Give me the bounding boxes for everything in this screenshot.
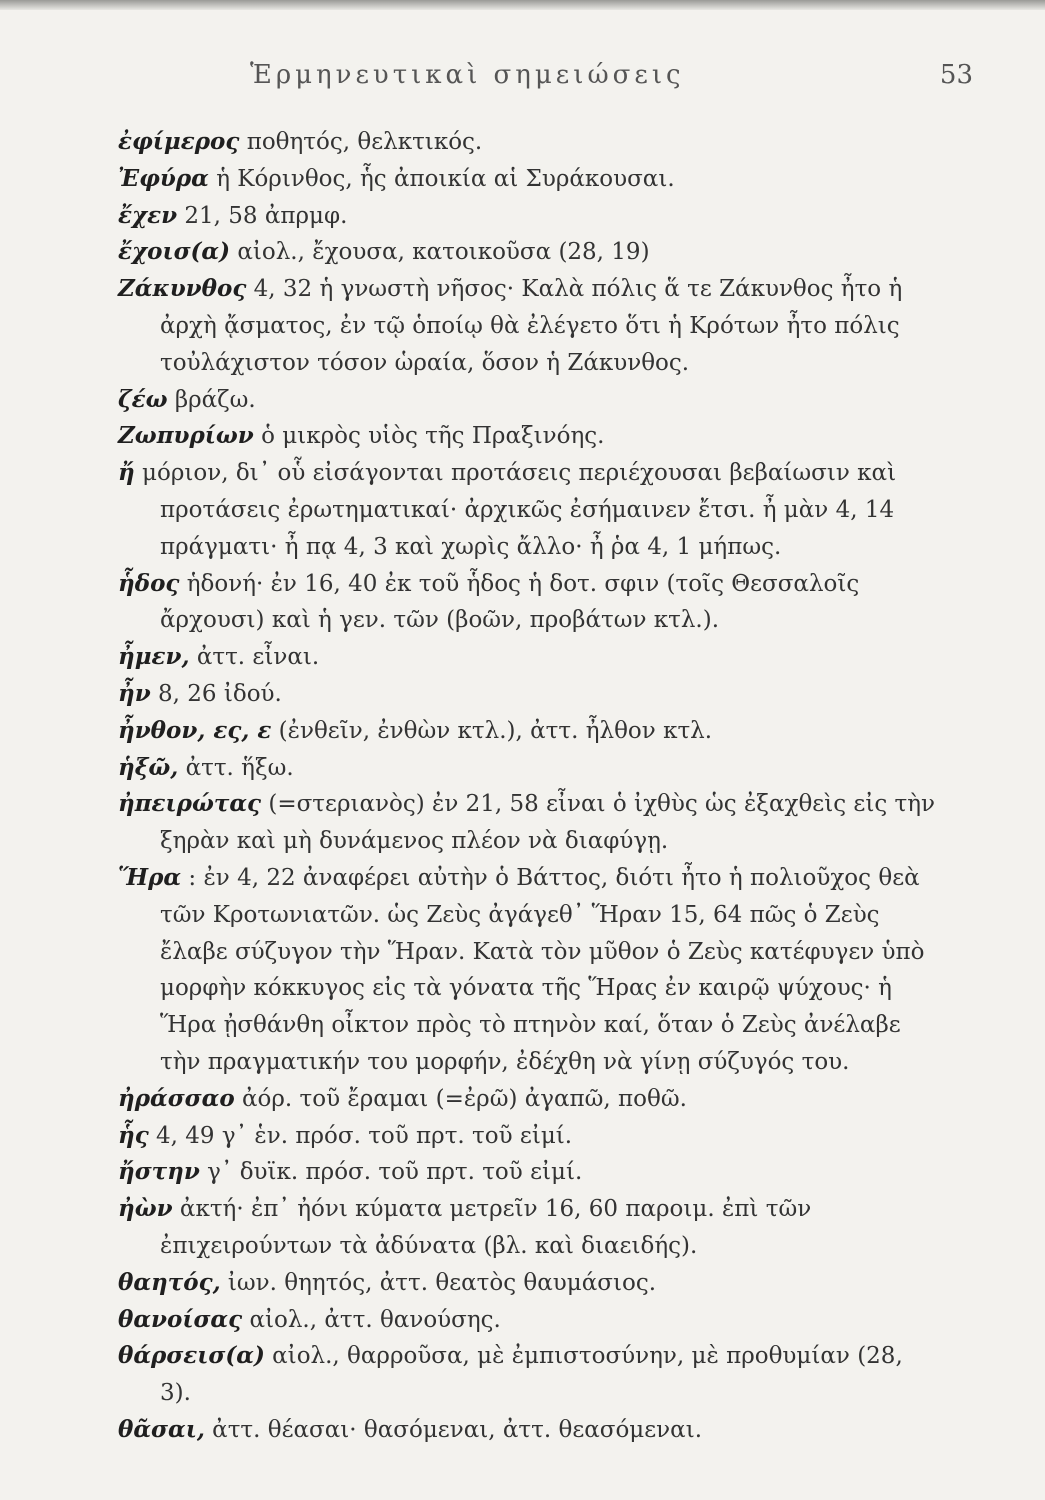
entry-definition: : ἐν 4, 22 ἀναφέρει αὐτὴν ὁ Βάττος, διότι ἦτο ἡ πολιοῦχος θεὰ τῶν Κροτωνιατῶν. ὡς Ζεὺς ἀγάγεθ᾽ Ἥραν 15, 64 πῶς ὁ Ζεὺς ἔλαβε σύζυγον τὴν Ἥραν. Κατὰ τὸν μῦθον ὁ Ζεὺς κατέφυγεν ὑπὸ μορφὴν κόκκυγος εἰς τὰ γόνατα τῆς Ἥρας ἐν καιρῷ ψύχους· ἡ Ἥρα ᾐσθάνθη οἶκτον πρὸς τὸ πτηνὸν καί, ὅταν ὁ Ζεὺς ἀνέλαβε τὴν πραγματικήν του μορφήν, ἐδέχθη νὰ γίνῃ σύζυγός του. — [160, 864, 925, 1075]
entry-headword: θάρσεισ(α) — [118, 1342, 265, 1370]
entry-definition: αἰολ., ἔχουσα, κατοικοῦσα (28, 19) — [237, 239, 650, 266]
entry-definition: ἀόρ. τοῦ ἔραμαι (=ἐρῶ) ἀγαπῶ, ποθῶ. — [242, 1085, 687, 1112]
entry-definition: (ἐνθεῖν, ἐνθὼν κτλ.), ἀττ. ἦλθον κτλ. — [278, 717, 713, 744]
entry-definition: ποθητός, θελκτικός. — [246, 129, 483, 155]
entry-headword: ἠράσσαο — [118, 1084, 235, 1112]
glossary-entry — [118, 1338, 938, 1412]
page-top-edge — [0, 0, 1045, 10]
glossary-entry — [118, 382, 938, 419]
entry-definition: (=στεριανὸς) ἐν 21, 58 εἶναι ὁ ἰχθὺς ὡς ἐξαχθεὶς εἰς τὴν ξηρὰν καὶ μὴ δυνάμενος πλέον νὰ διαφύγῃ. — [160, 791, 936, 855]
glossary-entry — [118, 676, 938, 713]
entry-headword: ἤστην — [118, 1158, 200, 1186]
glossary-entry — [118, 418, 938, 455]
glossary-entries — [118, 124, 938, 1449]
entry-headword: ἡξῶ, — [118, 753, 179, 781]
entry-definition: ἀττ. θέασαι· θασόμεναι, ἀττ. θεασόμεναι. — [212, 1416, 703, 1443]
entry-definition: βράζω. — [174, 386, 256, 413]
entry-headword: ἧδος — [118, 569, 180, 597]
glossary-entry — [118, 455, 938, 565]
entry-definition: ὁ μικρὸς υἱὸς τῆς Πραξινόης. — [261, 423, 605, 450]
entry-headword: θανοίσας — [118, 1305, 243, 1333]
glossary-entry — [118, 234, 938, 271]
entry-definition: 21, 58 ἀπρμφ. — [184, 202, 348, 229]
entry-definition: μόριον, δι᾽ οὗ εἰσάγονται προτάσεις περιέχουσαι βεβαίωσιν καὶ προτάσεις ἐρωτηματικαί· ἀρχικῶς ἐσήμαινεν ἔτσι. ἦ μὰν 4, 14 πράγματι· ἦ πᾳ 4, 3 καὶ χωρὶς ἄλλο· ἦ ῥα 4, 1 μήπως. — [142, 460, 897, 560]
entry-headword: ἔχοισ(α) — [118, 238, 231, 266]
entry-headword: θᾶσαι, — [118, 1415, 205, 1443]
entry-definition: ἀττ. εἶναι. — [196, 644, 320, 671]
page-number: 53 — [939, 60, 973, 90]
entry-headword: ἠπειρώτας — [118, 790, 262, 818]
glossary-entry — [118, 271, 938, 381]
entry-headword: ἐφίμερος — [118, 128, 240, 155]
entry-headword: ἦμεν, — [118, 643, 190, 671]
glossary-entry — [118, 860, 938, 1081]
entry-headword: ἔχεν — [118, 201, 178, 229]
entry-definition: γ᾽ δυϊκ. πρόσ. τοῦ πρτ. τοῦ εἰμί. — [207, 1159, 583, 1186]
entry-definition: ἀττ. ἥξω. — [185, 754, 294, 781]
entry-definition: αἰολ., ἀττ. θανούσης. — [249, 1306, 501, 1333]
entry-headword: Ἥρα — [118, 863, 182, 891]
entry-headword: ἠὼν — [118, 1195, 173, 1223]
running-head: Ἑρμηνευτικαὶ σημειώσεις — [250, 60, 685, 90]
glossary-entry — [118, 1302, 938, 1339]
glossary-entry — [118, 1191, 938, 1265]
entry-headword: Ζωπυρίων — [118, 422, 254, 450]
entry-definition: αἰολ., θαρροῦσα, μὲ ἐμπιστοσύνην, μὲ προθυμίαν (28, 3). — [160, 1343, 903, 1407]
glossary-entry — [118, 1081, 938, 1118]
entry-headword: ἧς — [118, 1121, 149, 1149]
glossary-entry — [118, 786, 938, 860]
glossary-entry — [118, 161, 938, 198]
entry-headword: ἦνθον, ες, ε — [118, 716, 272, 744]
glossary-entry — [118, 124, 938, 161]
page-header — [0, 60, 1045, 100]
entry-headword: ἤ — [118, 459, 135, 487]
entry-definition: ἀκτή· ἐπ᾽ ἠόνι κύματα μετρεῖν 16, 60 παροιμ. ἐπὶ τῶν ἐπιχειρούντων τὰ ἀδύνατα (βλ. καὶ διαειδής). — [160, 1196, 812, 1259]
glossary-entry — [118, 566, 938, 640]
entry-definition: 4, 49 γ᾽ ἑν. πρόσ. τοῦ πρτ. τοῦ εἰμί. — [156, 1122, 573, 1149]
glossary-entry — [118, 198, 938, 235]
glossary-entry — [118, 713, 938, 750]
entry-definition: ἡ Κόρινθος, ἧς ἀποικία αἱ Συράκουσαι. — [216, 165, 675, 192]
glossary-entry — [118, 750, 938, 787]
entry-definition: 8, 26 ἰδού. — [158, 680, 282, 707]
entry-headword: θαητός, — [118, 1268, 221, 1296]
entry-definition: 4, 32 ἡ γνωστὴ νῆσος· Καλὰ πόλις ἅ τε Ζάκυνθος ἦτο ἡ ἀρχὴ ᾄσματος, ἐν τῷ ὁποίῳ θὰ ἐλέγετο ὅτι ἡ Κρότων ἦτο πόλις τοὐλάχιστον τόσον ὡραία, ὅσον ἡ Ζάκυνθος. — [160, 276, 903, 376]
entry-definition: ἰων. θηητός, ἀττ. θεατὸς θαυμάσιος. — [227, 1269, 657, 1296]
entry-headword: ζέω — [118, 385, 168, 413]
glossary-entry — [118, 1154, 938, 1191]
entry-headword: Ζάκυνθος — [118, 275, 247, 303]
glossary-entry — [118, 1118, 938, 1155]
glossary-entry — [118, 1412, 938, 1449]
glossary-entry — [118, 1265, 938, 1302]
glossary-entry — [118, 639, 938, 676]
entry-headword: Ἐφύρα — [118, 164, 209, 192]
entry-definition: ἡδονή· ἐν 16, 40 ἐκ τοῦ ἧδος ἡ δοτ. σφιν (τοῖς Θεσσαλοῖς ἄρχουσι) καὶ ἡ γεν. τῶν (βοῶν, προβάτων κτλ.). — [160, 570, 860, 634]
entry-headword: ἦν — [118, 679, 151, 707]
